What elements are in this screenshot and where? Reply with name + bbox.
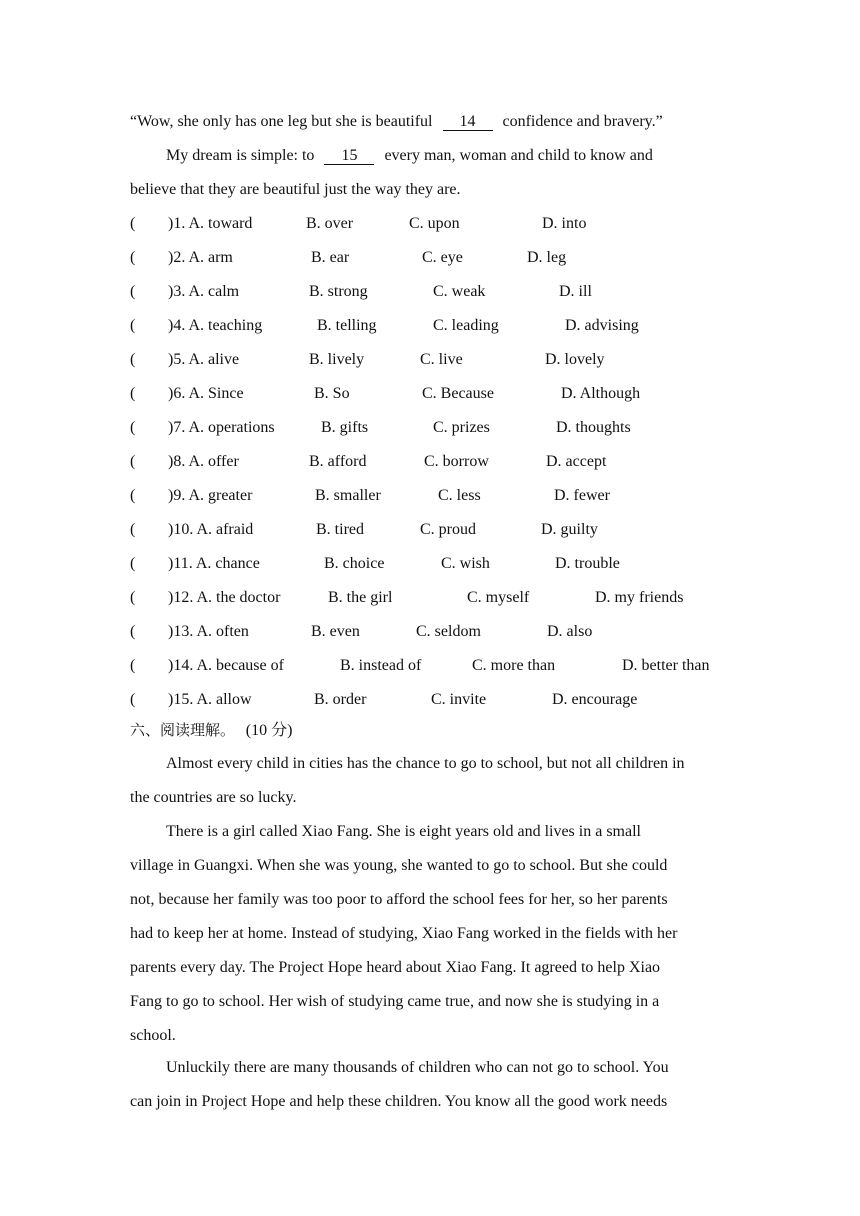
question-9-option-d: D. fewer xyxy=(554,487,610,504)
question-13-option-d: D. also xyxy=(547,623,593,640)
question-15-option-d: D. encourage xyxy=(552,691,638,708)
reading-line-9: school. xyxy=(130,1027,176,1044)
question-7-option-d: D. thoughts xyxy=(556,419,631,436)
question-row-11 xyxy=(130,554,750,574)
question-1-option-b: B. over xyxy=(306,215,354,232)
question-8-option-a: )8. A. offer xyxy=(168,453,239,470)
blank-15: 15 xyxy=(324,147,374,165)
question-1-option-c: C. upon xyxy=(409,215,460,232)
question-11-option-a: )11. A. chance xyxy=(168,555,260,572)
reading-line-3: There is a girl called Xiao Fang. She is eight years old and lives in a small xyxy=(166,823,641,840)
question-14-option-c: C. more than xyxy=(472,657,556,674)
question-8-option-b: B. afford xyxy=(309,453,367,470)
question-8-option-d: D. accept xyxy=(546,453,607,470)
question-12-option-d: D. my friends xyxy=(595,589,684,606)
answer-paren: ( xyxy=(130,487,136,504)
question-6-option-d: D. Although xyxy=(561,385,641,402)
passage-line-1-post: confidence and bravery.” xyxy=(502,113,663,130)
question-3-option-d: D. ill xyxy=(559,283,592,300)
answer-paren: ( xyxy=(130,249,136,266)
question-row-8 xyxy=(130,452,750,472)
question-3-option-c: C. weak xyxy=(433,283,486,300)
question-4-option-b: B. telling xyxy=(317,317,377,334)
question-10-option-b: B. tired xyxy=(316,521,364,538)
question-12-option-a: )12. A. the doctor xyxy=(168,589,281,606)
blank-14: 14 xyxy=(443,113,493,131)
question-2-option-d: D. leg xyxy=(527,249,567,266)
question-4-option-a: )4. A. teaching xyxy=(168,317,263,334)
question-5-option-b: B. lively xyxy=(309,351,365,368)
question-15-option-a: )15. A. allow xyxy=(168,691,252,708)
answer-paren: ( xyxy=(130,623,136,640)
question-row-15 xyxy=(130,690,750,710)
question-15-option-b: B. order xyxy=(314,691,367,708)
reading-line-10: Unluckily there are many thousands of children who can not go to school. You xyxy=(166,1059,669,1076)
answer-paren: ( xyxy=(130,453,136,470)
reading-line-8: Fang to go to school. Her wish of studying came true, and now she is studying in a xyxy=(130,993,660,1010)
question-row-2 xyxy=(130,248,750,268)
answer-paren: ( xyxy=(130,691,136,708)
question-6-option-a: )6. A. Since xyxy=(168,385,244,402)
passage-line-1 xyxy=(130,112,663,132)
question-row-13 xyxy=(130,622,750,642)
question-5-option-d: D. lovely xyxy=(545,351,605,368)
question-10-option-d: D. guilty xyxy=(541,521,598,538)
question-2-option-c: C. eye xyxy=(422,249,463,266)
question-1-option-d: D. into xyxy=(542,215,587,232)
question-row-5 xyxy=(130,350,750,370)
question-5-option-a: )5. A. alive xyxy=(168,351,240,368)
reading-line-1: Almost every child in cities has the chance to go to school, but not all children in xyxy=(166,755,685,772)
section-six-score: (10 分) xyxy=(245,722,293,739)
question-row-7 xyxy=(130,418,750,438)
question-row-1 xyxy=(130,214,750,234)
passage-line-2-pre: My dream is simple: to xyxy=(166,147,315,164)
answer-paren: ( xyxy=(130,317,136,334)
question-7-option-b: B. gifts xyxy=(321,419,369,436)
question-11-option-c: C. wish xyxy=(441,555,490,572)
question-11-option-b: B. choice xyxy=(324,555,385,572)
reading-line-11: can join in Project Hope and help these children. You know all the good work needs xyxy=(130,1093,668,1110)
passage-line-1-pre: “Wow, she only has one leg but she is beautiful xyxy=(130,113,433,130)
question-row-6 xyxy=(130,384,750,404)
question-14-option-d: D. better than xyxy=(622,657,710,674)
question-14-option-a: )14. A. because of xyxy=(168,657,284,674)
question-13-option-c: C. seldom xyxy=(416,623,481,640)
reading-line-6: had to keep her at home. Instead of studying, Xiao Fang worked in the fields with her xyxy=(130,925,678,942)
question-1-option-a: )1. A. toward xyxy=(168,215,253,232)
answer-paren: ( xyxy=(130,385,136,402)
question-4-option-d: D. advising xyxy=(565,317,639,334)
question-5-option-c: C. live xyxy=(420,351,463,368)
answer-paren: ( xyxy=(130,555,136,572)
question-row-3 xyxy=(130,282,750,302)
question-6-option-b: B. So xyxy=(314,385,350,402)
question-13-option-a: )13. A. often xyxy=(168,623,249,640)
question-row-12 xyxy=(130,588,750,608)
passage-line-3: believe that they are beautiful just the way they are. xyxy=(130,181,461,198)
section-six-title: 六、阅读理解。 xyxy=(130,721,236,739)
question-15-option-c: C. invite xyxy=(431,691,487,708)
question-11-option-d: D. trouble xyxy=(555,555,620,572)
question-4-option-c: C. leading xyxy=(433,317,499,334)
question-row-14 xyxy=(130,656,750,676)
question-7-option-c: C. prizes xyxy=(433,419,490,436)
question-9-option-b: B. smaller xyxy=(315,487,381,504)
answer-paren: ( xyxy=(130,215,136,232)
question-7-option-a: )7. A. operations xyxy=(168,419,275,436)
question-10-option-c: C. proud xyxy=(420,521,476,538)
section-six-heading xyxy=(130,720,292,741)
reading-line-7: parents every day. The Project Hope heard about Xiao Fang. It agreed to help Xiao xyxy=(130,959,661,976)
answer-paren: ( xyxy=(130,521,136,538)
passage-line-2-post: every man, woman and child to know and xyxy=(384,147,653,164)
answer-paren: ( xyxy=(130,419,136,436)
answer-paren: ( xyxy=(130,589,136,606)
question-2-option-a: )2. A. arm xyxy=(168,249,233,266)
answer-paren: ( xyxy=(130,351,136,368)
question-2-option-b: B. ear xyxy=(311,249,350,266)
question-row-4 xyxy=(130,316,750,336)
passage-line-2 xyxy=(166,146,653,166)
question-10-option-a: )10. A. afraid xyxy=(168,521,254,538)
question-9-option-c: C. less xyxy=(438,487,481,504)
question-9-option-a: )9. A. greater xyxy=(168,487,253,504)
question-14-option-b: B. instead of xyxy=(340,657,422,674)
question-6-option-c: C. Because xyxy=(422,385,494,402)
reading-line-4: village in Guangxi. When she was young, she wanted to go to school. But she could xyxy=(130,857,668,874)
question-13-option-b: B. even xyxy=(311,623,360,640)
question-12-option-b: B. the girl xyxy=(328,589,393,606)
question-8-option-c: C. borrow xyxy=(424,453,489,470)
question-3-option-b: B. strong xyxy=(309,283,368,300)
reading-line-5: not, because her family was too poor to afford the school fees for her, so her parents xyxy=(130,891,668,908)
question-12-option-c: C. myself xyxy=(467,589,530,606)
question-row-10 xyxy=(130,520,750,540)
answer-paren: ( xyxy=(130,283,136,300)
question-3-option-a: )3. A. calm xyxy=(168,283,240,300)
reading-line-2: the countries are so lucky. xyxy=(130,789,297,806)
answer-paren: ( xyxy=(130,657,136,674)
question-row-9 xyxy=(130,486,750,506)
